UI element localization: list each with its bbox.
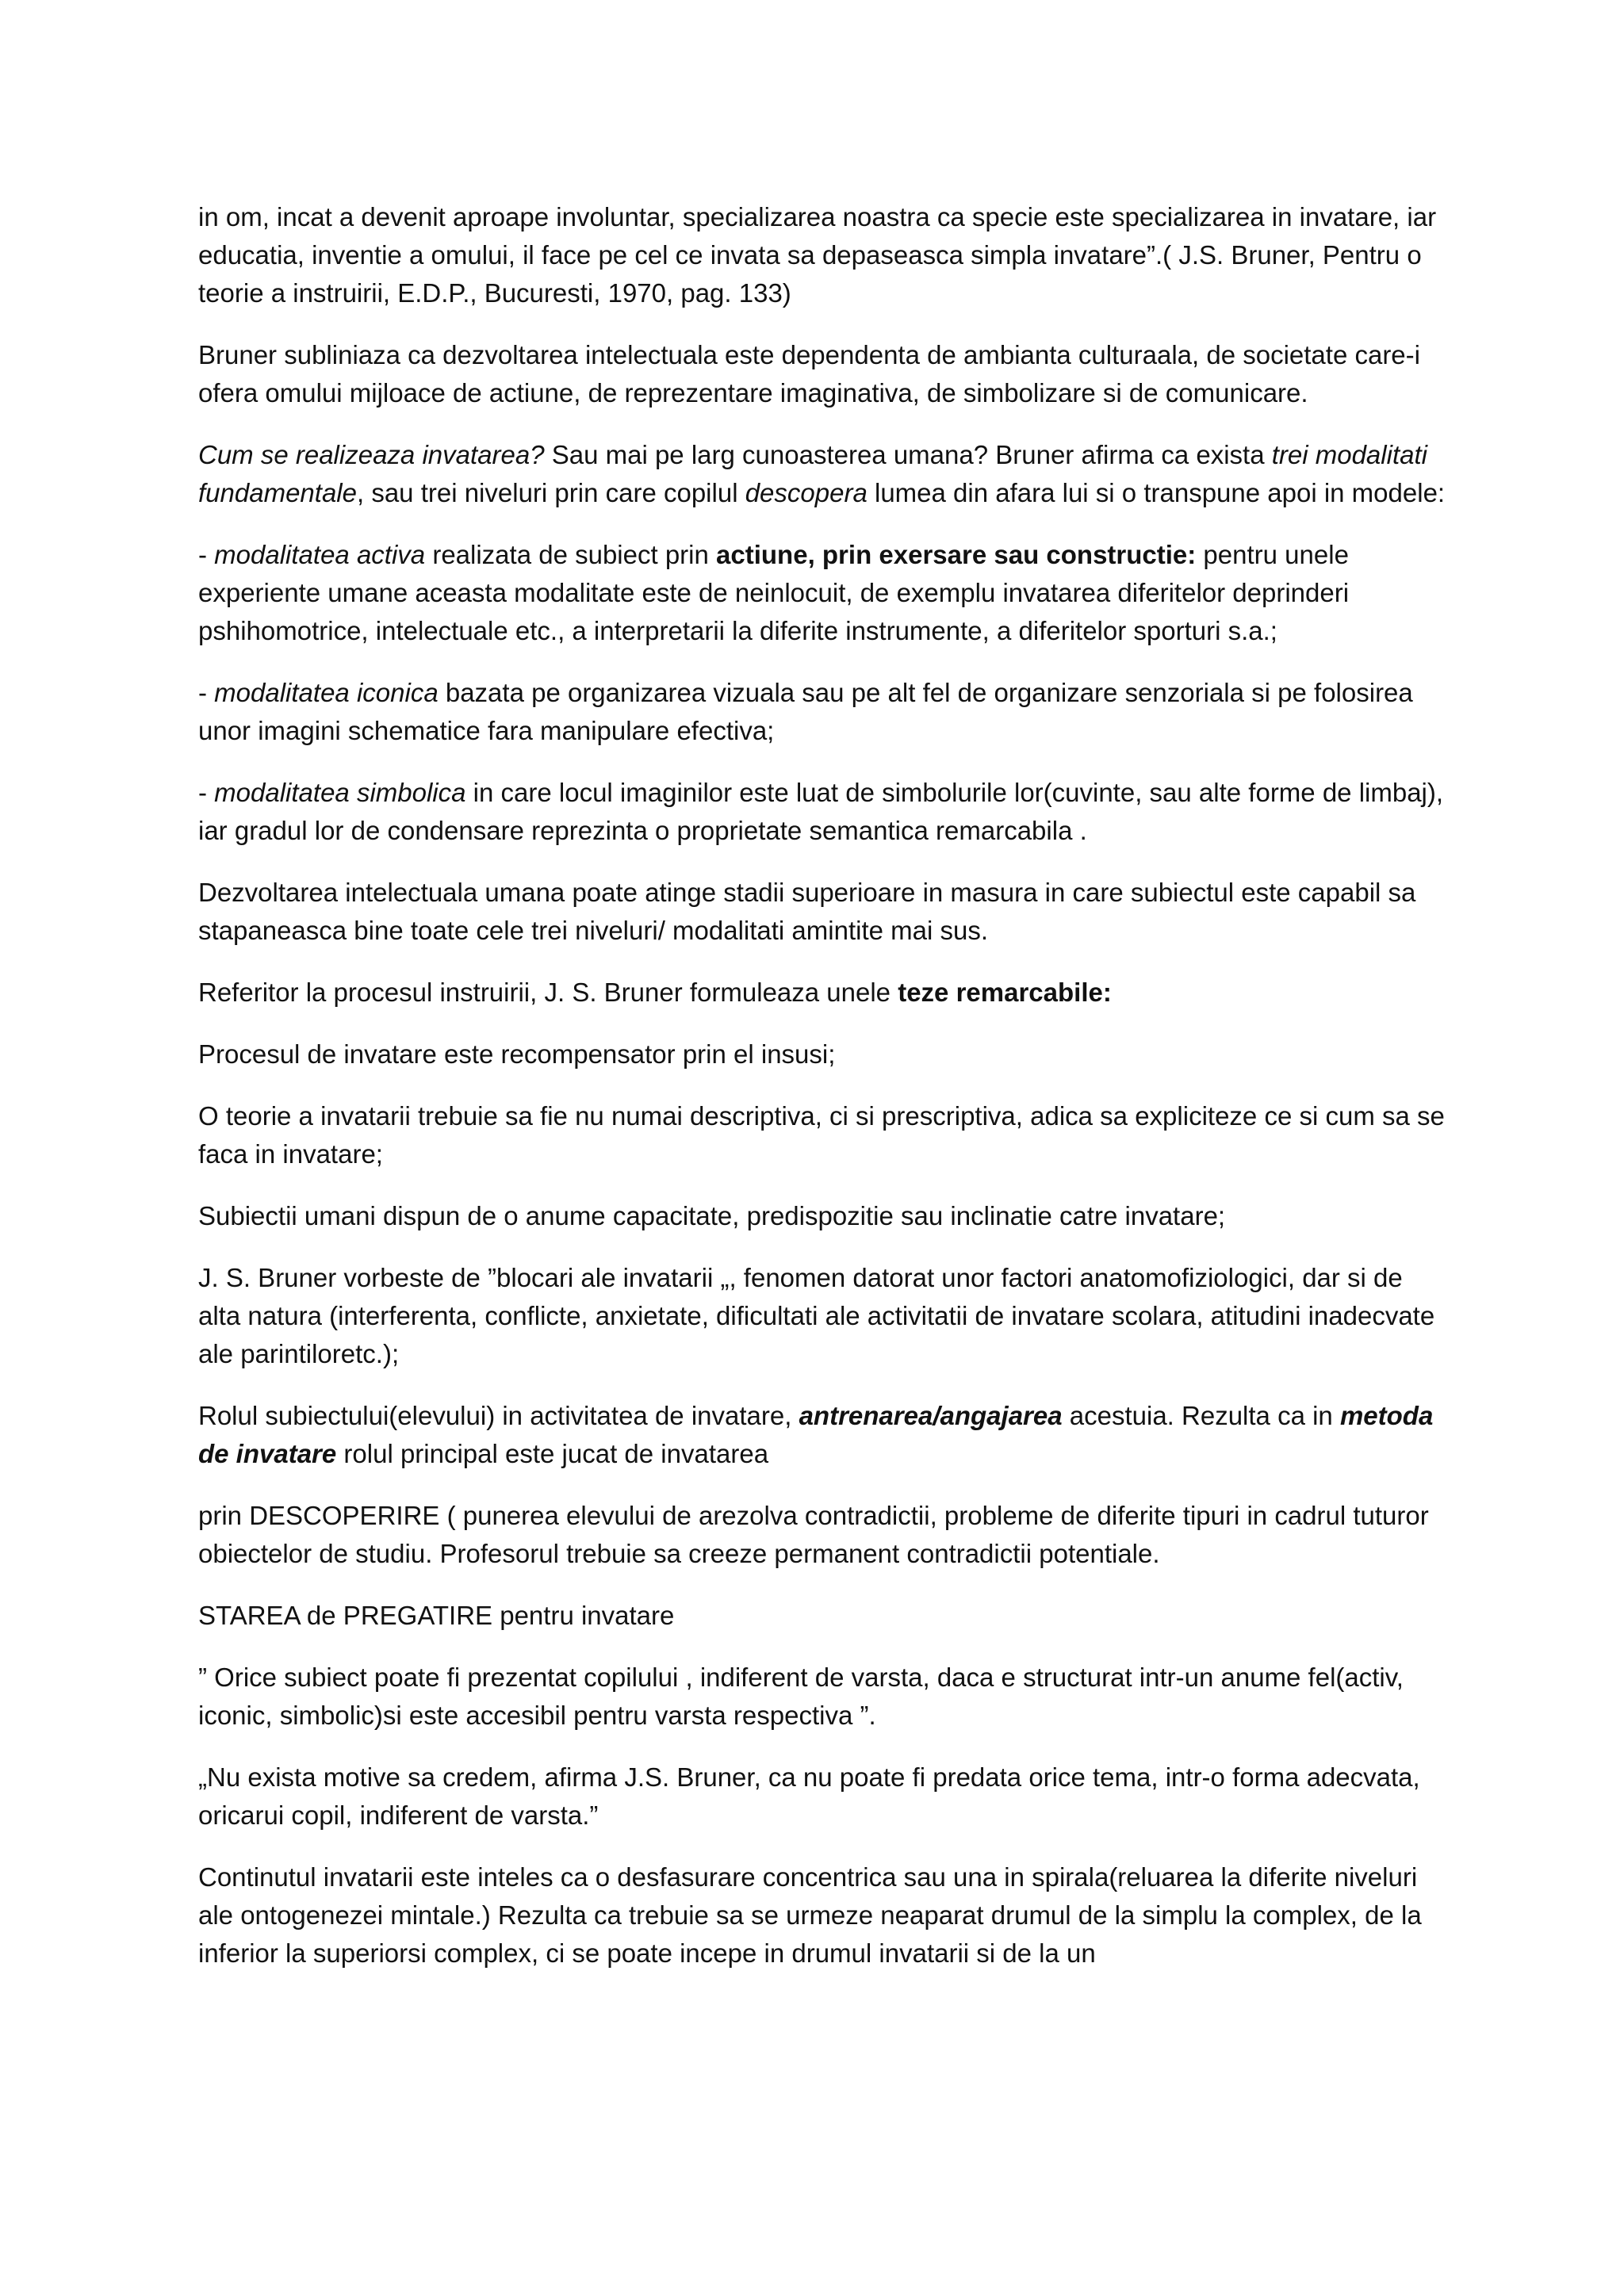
text-run: STAREA de PREGATIRE pentru invatare: [198, 1601, 675, 1630]
text-run: realizata de subiect prin: [425, 540, 717, 569]
italic-text: modalitatea activa: [214, 540, 426, 569]
paragraph-6: [198, 874, 1451, 950]
paragraph-3: [198, 536, 1451, 650]
text-run: -: [198, 540, 215, 569]
text-run: Referitor la procesul instruirii, J. S. Bruner formuleaza unele: [198, 978, 898, 1007]
paragraph-8: [198, 1035, 1451, 1073]
text-run: Bruner subliniaza ca dezvoltarea intelectuala este dependenta de ambianta culturaala, de societate care-i ofera omului mijloace de actiune, de reprezentare imaginativa, de simbolizare si de comunicare.: [198, 340, 1420, 408]
text-run: ” Orice subiect poate fi prezentat copilului , indiferent de varsta, daca e structurat intr-un anume fel(activ, iconic, simbolic)si este accesibil pentru varsta respectiva ”.: [198, 1663, 1404, 1730]
paragraph-10: [198, 1197, 1451, 1235]
document-page: [198, 198, 1451, 1996]
paragraph-14: [198, 1597, 1451, 1635]
text-run: pentru unele experiente umane aceasta modalitate este de neinlocuit, de exemplu invatarea diferitelor deprinderi pshihomotrice, intelectuale etc., a interpretarii la diferite instrumente, a diferitelor sporturi s.a.;: [198, 540, 1350, 645]
text-run: in care locul imaginilor este luat de simbolurile lor(cuvinte, sau alte forme de limbaj), iar gradul lor de condensare reprezinta o proprietate semantica remarcabila .: [198, 778, 1444, 845]
paragraph-5: [198, 774, 1451, 850]
text-run: , sau trei niveluri prin care copilul: [356, 478, 745, 507]
paragraph-12: [198, 1397, 1451, 1473]
text-run: lumea din afara lui si o transpune apoi in modele:: [867, 478, 1446, 507]
paragraph-11: [198, 1259, 1451, 1373]
paragraph-4: [198, 674, 1451, 750]
italic-text: modalitatea iconica: [214, 678, 439, 707]
paragraph-0: [198, 198, 1451, 312]
italic-text: modalitatea simbolica: [214, 778, 466, 807]
text-run: „Nu exista motive sa credem, afirma J.S. Bruner, ca nu poate fi predata orice tema, intr-o forma adecvata, oricarui copil, indiferent de varsta.”: [198, 1762, 1420, 1830]
text-run: acestuia. Rezulta ca in: [1062, 1401, 1340, 1430]
text-run: in om, incat a devenit aproape involuntar, specializarea noastra ca specie este specializarea in invatare, iar educatia, inventie a omului, il face pe cel ce invata sa depaseasca simpla invatare”.( J.S. Bruner, Pentru o teorie a instruirii, E.D.P., Bucuresti, 1970, pag. 133): [198, 202, 1437, 308]
text-run: Dezvoltarea intelectuala umana poate atinge stadii superioare in masura in care subiectul este capabil sa stapaneasca bine toate cele trei niveluri/ modalitati amintite mai sus.: [198, 878, 1416, 945]
text-run: Continutul invatarii este inteles ca o desfasurare concentrica sau una in spirala(reluarea la diferite niveluri ale ontogenezei mintale.) Rezulta ca trebuie sa se urmeze neaparat drumul de la simplu la complex, de la inferior la superiorsi complex, ci se poate incepe in drumul invatarii si de la un: [198, 1862, 1422, 1968]
paragraph-15: [198, 1659, 1451, 1735]
paragraph-16: [198, 1758, 1451, 1835]
text-run: prin DESCOPERIRE ( punerea elevului de arezolva contradictii, probleme de diferite tipuri in cadrul tuturor obiectelor de studiu. Profesorul trebuie sa creeze permanent contradictii potentiale.: [198, 1501, 1429, 1568]
paragraph-17: [198, 1858, 1451, 1973]
bold-italic-text: metoda de invatare: [198, 1401, 1434, 1468]
paragraph-9: [198, 1097, 1451, 1173]
paragraph-13: [198, 1497, 1451, 1573]
bold-text: actiune, prin exersare sau constructie:: [716, 540, 1197, 569]
text-run: -: [198, 778, 215, 807]
bold-italic-text: antrenarea/angajarea: [799, 1401, 1063, 1430]
paragraph-1: [198, 336, 1451, 412]
text-run: Subiectii umani dispun de o anume capacitate, predispozitie sau inclinatie catre invatare;: [198, 1201, 1226, 1230]
text-run: bazata pe organizarea vizuala sau pe alt fel de organizare senzoriala si pe folosirea unor imagini schematice fara manipulare efectiva;: [198, 678, 1413, 745]
text-run: Sau mai pe larg cunoasterea umana? Bruner afirma ca exista: [544, 440, 1272, 469]
text-run: J. S. Bruner vorbeste de ”blocari ale invatarii „, fenomen datorat unor factori anatomofiziologici, dar si de alta natura (interferenta, conflicte, anxietate, dificultati ale activitatii de invatare scolara, atitudini inadecvate ale parintiloretc.);: [198, 1263, 1435, 1368]
text-run: O teorie a invatarii trebuie sa fie nu numai descriptiva, ci si prescriptiva, adica sa expliciteze ce si cum sa se faca in invatare;: [198, 1101, 1445, 1169]
text-run: Procesul de invatare este recompensator prin el insusi;: [198, 1039, 836, 1069]
text-run: rolul principal este jucat de invatarea: [336, 1439, 769, 1468]
italic-text: trei modalitati fundamentale: [198, 440, 1427, 507]
italic-text: descopera: [745, 478, 868, 507]
paragraph-2: [198, 436, 1451, 512]
bold-text: teze remarcabile:: [898, 978, 1112, 1007]
paragraph-7: [198, 974, 1451, 1012]
text-run: -: [198, 678, 215, 707]
text-run: Rolul subiectului(elevului) in activitatea de invatare,: [198, 1401, 799, 1430]
italic-text: Cum se realizeaza invatarea?: [198, 440, 545, 469]
